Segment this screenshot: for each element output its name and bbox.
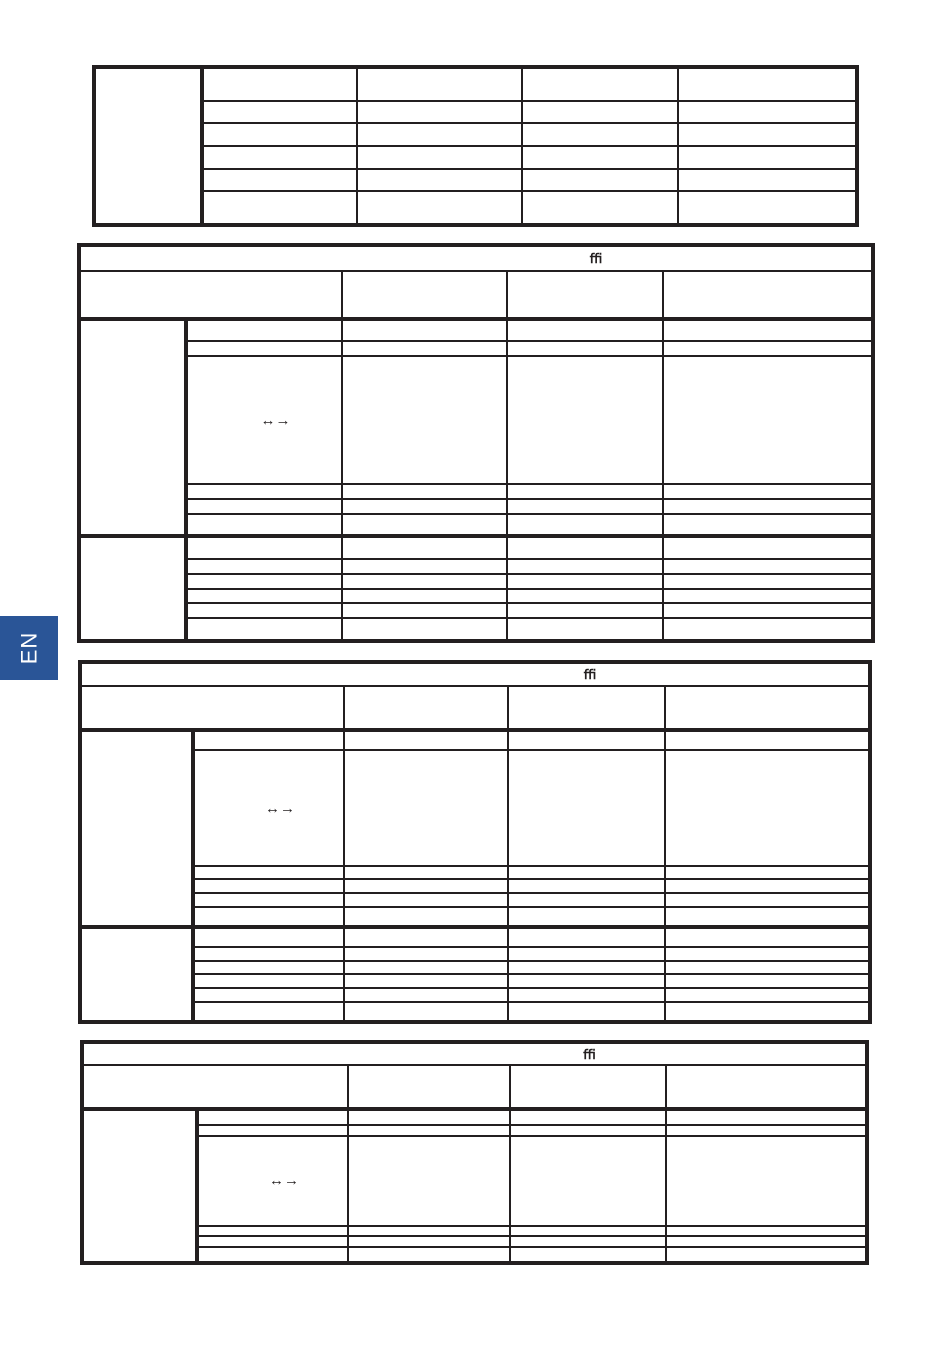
table-cell	[522, 191, 678, 225]
header-cell	[79, 271, 342, 319]
table-row	[79, 514, 873, 536]
table-cell	[186, 559, 342, 574]
table-row	[80, 947, 870, 961]
table-2	[77, 243, 875, 643]
double-arrow-icon: ↔→	[265, 799, 295, 817]
table-cell	[663, 319, 873, 341]
table-cell	[348, 1125, 510, 1136]
table-cell	[665, 866, 870, 880]
table-cell	[663, 618, 873, 641]
table-cell	[508, 974, 665, 988]
table-cell	[197, 1226, 348, 1237]
table-cell	[342, 589, 507, 604]
table-cell	[666, 1109, 867, 1125]
table-cell	[508, 927, 665, 947]
table-row	[80, 893, 870, 907]
table-cell	[678, 101, 857, 124]
table-cell	[342, 618, 507, 641]
table-cell	[344, 927, 508, 947]
table-row	[80, 988, 870, 1002]
table-cell	[507, 536, 663, 558]
table-cell	[197, 1236, 348, 1247]
table-cell	[344, 893, 508, 907]
table-cell	[665, 988, 870, 1002]
table-cell	[663, 484, 873, 499]
table-cell	[508, 947, 665, 961]
table-cell	[344, 907, 508, 927]
table-row	[94, 191, 857, 225]
table-cell	[510, 1236, 666, 1247]
table-cell	[344, 866, 508, 880]
arrow-cell	[186, 356, 342, 483]
table-cell	[342, 559, 507, 574]
table-cell	[186, 574, 342, 589]
table-cell	[522, 67, 678, 101]
table-row	[79, 603, 873, 618]
group-cell	[80, 730, 193, 927]
table-cell	[357, 191, 522, 225]
table-row	[80, 866, 870, 880]
table-cell	[508, 988, 665, 1002]
table-title-row	[80, 662, 870, 686]
table-row	[80, 961, 870, 975]
table-cell	[678, 191, 857, 225]
table-row	[79, 574, 873, 589]
table-cell	[357, 169, 522, 192]
table-cell	[357, 123, 522, 146]
table-cell	[186, 603, 342, 618]
table-cell	[186, 589, 342, 604]
header-cell	[342, 271, 507, 319]
table-cell	[193, 974, 344, 988]
table-cell	[508, 893, 665, 907]
table-cell	[197, 1109, 348, 1125]
table-cell	[507, 341, 663, 356]
table-cell	[344, 1002, 508, 1022]
table-cell	[202, 123, 357, 146]
table-cell	[665, 927, 870, 947]
table-row	[82, 1226, 867, 1237]
arrow-cell	[197, 1136, 348, 1226]
table-cell	[186, 319, 342, 341]
table-3	[78, 660, 872, 1024]
table-cell	[663, 589, 873, 604]
table-cell	[186, 618, 342, 641]
table-cell	[344, 988, 508, 1002]
table-cell	[665, 879, 870, 893]
table-cell	[508, 961, 665, 975]
table-cell	[663, 574, 873, 589]
table-cell	[507, 484, 663, 499]
table-cell	[202, 101, 357, 124]
table-cell	[522, 146, 678, 169]
table-cell	[665, 730, 870, 750]
group-cell	[79, 536, 186, 641]
table-cell	[665, 750, 870, 865]
table-row	[79, 319, 873, 341]
table-cell	[342, 499, 507, 514]
table-row	[80, 879, 870, 893]
table-cell	[507, 319, 663, 341]
table-title: ﬃ	[79, 245, 873, 271]
table-row	[79, 499, 873, 514]
table-cell	[510, 1136, 666, 1226]
table-cell	[522, 169, 678, 192]
table-cell	[665, 974, 870, 988]
table-cell	[507, 499, 663, 514]
table-cell	[193, 907, 344, 927]
table-cell	[357, 101, 522, 124]
table-cell	[510, 1125, 666, 1136]
table-cell	[663, 356, 873, 483]
table-cell	[665, 961, 870, 975]
table-cell	[186, 484, 342, 499]
table-row	[80, 1002, 870, 1022]
table-row	[82, 1109, 867, 1125]
table-cell	[348, 1226, 510, 1237]
table-cell	[663, 499, 873, 514]
table-cell	[186, 514, 342, 536]
table-cell	[508, 750, 665, 865]
table-cell	[663, 603, 873, 618]
table-cell	[666, 1226, 867, 1237]
table-cell	[348, 1109, 510, 1125]
table-cell	[186, 499, 342, 514]
group-cell	[82, 1109, 197, 1263]
group-cell	[94, 67, 202, 225]
table-cell	[507, 574, 663, 589]
table-cell	[202, 169, 357, 192]
table-row	[82, 1236, 867, 1247]
table-cell	[186, 341, 342, 356]
table-row	[79, 589, 873, 604]
table-cell	[342, 319, 507, 341]
table-cell	[342, 574, 507, 589]
table-cell	[342, 536, 507, 558]
table-cell	[678, 169, 857, 192]
table-cell	[522, 123, 678, 146]
table-cell	[193, 1002, 344, 1022]
table-row	[79, 484, 873, 499]
table-cell	[666, 1247, 867, 1263]
table-title: ﬃ	[80, 662, 870, 686]
table-row	[79, 559, 873, 574]
table-cell	[193, 893, 344, 907]
table-cell	[522, 101, 678, 124]
table-cell	[510, 1109, 666, 1125]
table-row	[94, 123, 857, 146]
table-cell	[357, 146, 522, 169]
table-cell	[193, 988, 344, 1002]
table-row	[80, 907, 870, 927]
table-cell	[344, 879, 508, 893]
table-row	[79, 536, 873, 558]
table-cell	[510, 1226, 666, 1237]
table-cell	[663, 514, 873, 536]
arrow-cell	[193, 750, 344, 865]
table-row	[82, 1247, 867, 1263]
table-row	[94, 146, 857, 169]
table-cell	[344, 974, 508, 988]
table-row	[80, 927, 870, 947]
table-cell	[193, 961, 344, 975]
header-cell	[82, 1065, 348, 1109]
table-cell	[202, 67, 357, 101]
table-cell	[507, 514, 663, 536]
language-tab-label: EN	[16, 631, 41, 665]
table-4	[80, 1040, 869, 1265]
table-cell	[678, 67, 857, 101]
table-header-row	[82, 1065, 867, 1109]
table-cell	[193, 927, 344, 947]
table-cell	[507, 589, 663, 604]
table-cell	[193, 730, 344, 750]
table-cell	[663, 536, 873, 558]
table-row	[80, 750, 870, 865]
table-row	[80, 974, 870, 988]
table-header-row	[79, 271, 873, 319]
table-row	[94, 169, 857, 192]
table-cell	[348, 1136, 510, 1226]
table-header-row	[80, 686, 870, 730]
table-row	[79, 356, 873, 483]
table-cell	[663, 559, 873, 574]
double-arrow-icon: ↔→	[260, 411, 291, 429]
group-cell	[80, 927, 193, 1022]
table-cell	[678, 146, 857, 169]
table-cell	[508, 907, 665, 927]
table-row	[79, 341, 873, 356]
header-cell	[665, 686, 870, 730]
table-cell	[342, 341, 507, 356]
table-row	[94, 101, 857, 124]
table-cell	[342, 356, 507, 483]
table-cell	[344, 730, 508, 750]
table-cell	[193, 879, 344, 893]
header-cell	[510, 1065, 666, 1109]
table-cell	[193, 947, 344, 961]
table-cell	[342, 603, 507, 618]
table-cell	[344, 750, 508, 865]
table-row	[80, 730, 870, 750]
table-cell	[348, 1247, 510, 1263]
table-cell	[507, 618, 663, 641]
table-cell	[197, 1125, 348, 1136]
table-cell	[663, 341, 873, 356]
table-row	[82, 1136, 867, 1226]
header-cell	[344, 686, 508, 730]
table-cell	[342, 514, 507, 536]
table-cell	[665, 907, 870, 927]
header-cell	[80, 686, 344, 730]
table-cell	[665, 893, 870, 907]
table-cell	[186, 536, 342, 558]
header-cell	[348, 1065, 510, 1109]
language-tab	[0, 616, 58, 680]
table-cell	[665, 1002, 870, 1022]
table-cell	[666, 1236, 867, 1247]
header-cell	[508, 686, 665, 730]
table-cell	[348, 1236, 510, 1247]
table-cell	[193, 866, 344, 880]
table-row	[94, 67, 857, 101]
table-cell	[508, 879, 665, 893]
table-title: ﬃ	[82, 1042, 867, 1065]
header-cell	[663, 271, 873, 319]
table-cell	[197, 1247, 348, 1263]
group-cell	[79, 319, 186, 536]
table-title-row	[79, 245, 873, 271]
table-cell	[202, 191, 357, 225]
table-cell	[510, 1247, 666, 1263]
table-cell	[666, 1136, 867, 1226]
table-row	[82, 1125, 867, 1136]
table-cell	[508, 1002, 665, 1022]
table-cell	[508, 730, 665, 750]
table-1	[92, 65, 859, 227]
header-cell	[507, 271, 663, 319]
table-row	[79, 618, 873, 641]
table-title-row	[82, 1042, 867, 1065]
table-cell	[342, 484, 507, 499]
table-cell	[344, 947, 508, 961]
table-cell	[507, 603, 663, 618]
table-cell	[507, 356, 663, 483]
table-cell	[666, 1125, 867, 1136]
table-cell	[678, 123, 857, 146]
table-cell	[357, 67, 522, 101]
table-cell	[344, 961, 508, 975]
double-arrow-icon: ↔→	[269, 1172, 299, 1190]
header-cell	[666, 1065, 867, 1109]
table-cell	[665, 947, 870, 961]
table-cell	[508, 866, 665, 880]
table-cell	[202, 146, 357, 169]
table-cell	[507, 559, 663, 574]
